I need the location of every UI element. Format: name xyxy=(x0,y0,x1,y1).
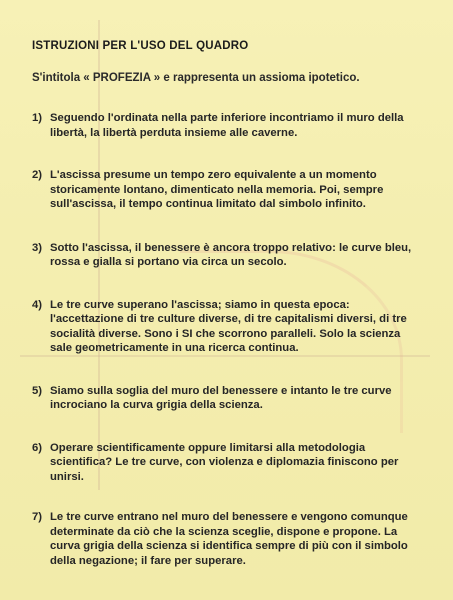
item-number: 2) xyxy=(32,169,43,181)
document-content xyxy=(32,40,424,568)
item-text: Siamo sulla soglia del muro del benessere e intanto le tre curve incrociano la curva grigia della scienza. xyxy=(50,384,392,411)
instruction-item xyxy=(32,384,424,413)
item-text: Operare scientificamente oppure limitarsi alla metodologia scientifica? Le tre curve, con violenza e diplomazia finiscono per unirsi. xyxy=(50,441,399,483)
instruction-item xyxy=(32,168,424,212)
item-text: L'ascissa presume un tempo zero equivalente a un momento storicamente lontano, dimenticato nella memoria. Poi, sempre sull'ascissa, il tempo continua limitato dal simbolo infinito. xyxy=(50,169,384,210)
instruction-item xyxy=(32,111,424,140)
item-number: 3) xyxy=(32,241,43,254)
instruction-item xyxy=(32,510,424,568)
item-text: Seguendo l'ordinata nella parte inferiore incontriamo il muro della libertà, la libertà perduta insieme alle caverne. xyxy=(50,112,404,139)
instruction-item xyxy=(32,298,424,356)
item-number: 1) xyxy=(32,112,43,124)
item-text: Le tre curve entrano nel muro del benessere e vengono comunque determinate da ciò che la scienza sceglie, dispone e propone. La curva grigia della scienza si identifica sempre di più con il simbolo della negazione; il fare per superare. xyxy=(50,511,408,567)
instruction-item xyxy=(32,241,424,270)
item-number: 4) xyxy=(32,298,43,311)
item-number: 7) xyxy=(32,511,43,523)
item-number: 6) xyxy=(32,441,43,454)
item-number: 5) xyxy=(32,384,43,397)
document-subtitle: S'intitola « PROFEZIA » e rappresenta un assioma ipotetico. xyxy=(32,72,360,84)
item-text: Le tre curve superano l'ascissa; siamo in questa epoca: l'accettazione di tre culture diverse, di tre capitalismi diversi, di tre socialità diverse. Sono i SI che scorrono paralleli. Solo la scienza sale geometricamente in una ricerca continua. xyxy=(50,298,407,354)
instruction-item xyxy=(32,441,424,485)
document-title: ISTRUZIONI PER L'USO DEL QUADRO xyxy=(32,40,249,52)
item-text: Sotto l'ascissa, il benessere è ancora troppo relativo: le curve bleu, rossa e gialla si portano via circa un secolo. xyxy=(50,241,412,268)
